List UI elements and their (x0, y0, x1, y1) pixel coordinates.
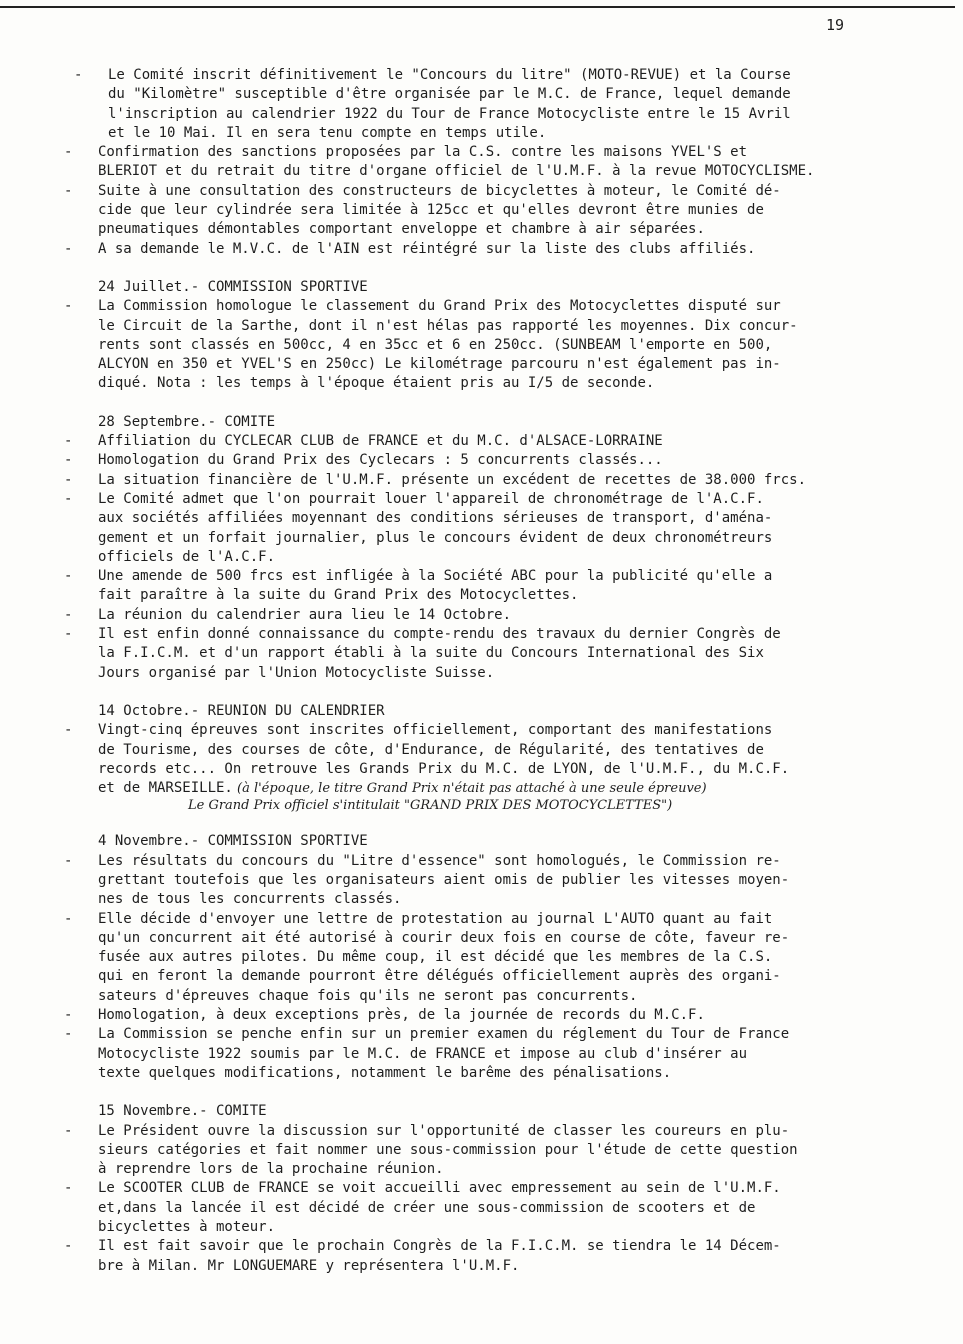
bullet-dash: - (64, 1007, 73, 1024)
bullet-dash: - (64, 182, 73, 199)
text-line: le Circuit de la Sarthe, dont il n'est hélas pas rapporté les moyennes. Dix concur- (98, 317, 798, 334)
section-heading: 15 Novembre.- COMITE (98, 1103, 267, 1120)
bullet-dash: - (64, 298, 73, 315)
text-line: nes de tous les concurrents classés. (98, 891, 402, 908)
text-line: cide que leur cylindrée sera limitée à 125cc et qu'elles devront être munies de (98, 202, 764, 219)
text-line: qui en feront la demande pourront être délégués officiellement auprès des organi- (98, 968, 781, 985)
text-line: aux sociétés affiliées moyennant des conditions sérieuses de transport, d'aména- (98, 510, 773, 527)
bullet-dash: - (64, 452, 73, 469)
list-item (64, 1025, 918, 1083)
bullet-dash: - (64, 144, 73, 161)
text-line: et le 10 Mai. Il en sera tenu compte en temps utile. (108, 124, 547, 141)
list-item (64, 471, 918, 490)
text-line: bre à Milan. Mr LONGUEMARE y représentera l'U.M.F. (98, 1257, 520, 1274)
text-line: fait paraître à la suite du Grand Prix des Motocyclettes. (98, 587, 579, 604)
page-number: 19 (826, 16, 845, 34)
text-line: Le Président ouvre la discussion sur l'opportunité de classer les coureurs en plu- (98, 1122, 790, 1139)
text-line: Le Comité inscrit définitivement le "Concours du litre" (MOTO-REVUE) et la Course (108, 67, 791, 83)
list-item (64, 1006, 918, 1025)
text-line: grettant toutefois que les organisateurs aient omis de publier les vitesses moyen- (98, 871, 790, 888)
text-line: l'inscription au calendrier 1922 du Tour de France Motocycliste entre le 15 Avril (108, 105, 791, 122)
section (64, 1102, 918, 1276)
list-item (64, 297, 918, 393)
list-item (64, 852, 918, 910)
section (64, 66, 918, 259)
text-line: bicyclettes à moteur. (98, 1219, 276, 1236)
text-line: gement et un forfait journalier, plus le concours évident de deux chronométreurs (98, 529, 773, 546)
list-item (64, 490, 918, 567)
section (64, 702, 918, 814)
bullet-dash: - (74, 67, 83, 83)
text-line: ALCYON en 350 et YVEL'S en 250cc) Le kilométrage parcouru n'est également pas in- (98, 356, 781, 373)
text-line: Il est fait savoir que le prochain Congrès de la F.I.C.M. se tiendra le 14 Décem- (98, 1238, 781, 1255)
list-item (64, 567, 918, 606)
bullet-dash: - (64, 471, 73, 488)
text-line: Motocycliste 1922 soumis par le M.C. de FRANCE et impose au club d'insérer au (98, 1045, 748, 1062)
text-line: Elle décide d'envoyer une lettre de protestation au journal L'AUTO quant au fait (98, 910, 773, 927)
bullet-dash: - (64, 1026, 73, 1043)
text-line: et,dans la lancée il est décidé de créer une sous-commission de scooters et de (98, 1199, 756, 1216)
section-heading: 14 Octobre.- REUNION DU CALENDRIER (98, 702, 385, 719)
bullet-dash: - (64, 910, 73, 927)
bullet-dash: - (64, 852, 73, 869)
text-line: Il est enfin donné connaissance du compte-rendu des travaux du dernier Congrès de (98, 626, 781, 643)
text-line: A sa demande le M.V.C. de l'AIN est réintégré sur la liste des clubs affiliés. (98, 240, 756, 257)
text-line: du "Kilomètre" susceptible d'être organisée par le M.C. de France, lequel demande (108, 86, 791, 103)
text-line: La situation financière de l'U.M.F. présente un excédent de recettes de 38.000 frcs. (98, 471, 807, 488)
list-item (64, 1237, 918, 1276)
text-line: la F.I.C.M. et d'un rapport établi à la suite du Concours International des Six (98, 645, 764, 662)
list-item (64, 625, 918, 683)
text-line: à reprendre lors de la prochaine réunion. (98, 1161, 444, 1178)
text-line: diqué. Nota : les temps à l'époque étaient pris au I/5 de seconde. (98, 375, 655, 392)
bullet-dash: - (64, 433, 73, 450)
text-line: Le Comité admet que l'on pourrait louer l'appareil de chronométrage de l'A.C.F. (98, 490, 764, 507)
text-line: Affiliation du CYCLECAR CLUB de FRANCE et du M.C. d'ALSACE-LORRAINE (98, 433, 663, 450)
bullet-dash: - (64, 1122, 73, 1139)
text-line: texte quelques modifications, notamment le barême des pénalisations. (98, 1064, 672, 1081)
text-line: Homologation, à deux exceptions près, de la journée de records du M.C.F. (98, 1007, 705, 1024)
bullet-dash: - (64, 626, 73, 643)
text-line: Les résultats du concours du "Litre d'essence" sont homologués, le Commission re- (98, 852, 781, 869)
list-item (64, 721, 918, 798)
list-item (64, 451, 918, 470)
top-rule (0, 6, 955, 8)
list-item (64, 1179, 918, 1237)
text-line: records etc... On retrouve les Grands Prix du M.C. de LYON, de l'U.M.F., du M.C.F. (98, 760, 790, 777)
text-line: BLERIOT et du retrait du titre d'organe officiel de l'U.M.F. à la revue MOTOCYCLISME. (98, 163, 815, 180)
list-item (74, 66, 918, 143)
text-line: fusée aux autres pilotes. Du même coup, il est décidé que les membres de la C.S. (98, 949, 773, 966)
text-line: Vingt-cinq épreuves sont inscrites officiellement, comportant des manifestations (98, 722, 773, 739)
text-line: officiels de l'A.C.F. (98, 548, 276, 565)
list-item (64, 1122, 918, 1180)
handwritten-note: Le Grand Prix officiel s'intitulait "GRAND PRIX DES MOTOCYCLETTES") (188, 798, 673, 814)
list-item (64, 240, 918, 259)
section-heading: 24 Juillet.- COMMISSION SPORTIVE (98, 278, 368, 295)
text-line: La Commission se penche enfin sur un premier examen du réglement du Tour de France (98, 1026, 790, 1043)
text-line: Jours organisé par l'Union Motocycliste Suisse. (98, 664, 495, 681)
document-body (64, 66, 918, 1276)
text-line: Le SCOOTER CLUB de FRANCE se voit accueilli avec empressement au sein de l'U.M.F. (98, 1180, 781, 1197)
handwritten-note: (à l'époque, le titre Grand Prix n'était pas attaché à une seule épreuve) (232, 781, 707, 797)
section (64, 832, 918, 1083)
list-item (64, 432, 918, 451)
text-line: rents sont classés en 500cc, 4 en 35cc et 6 en 250cc. (SUNBEAM l'emporte en 500, (98, 336, 773, 353)
list-item (64, 182, 918, 240)
list-item (64, 143, 918, 182)
text-line: pneumatiques démontables comportant enveloppe et chambre à air séparées. (98, 221, 705, 238)
bullet-dash: - (64, 1238, 73, 1255)
section (64, 413, 918, 683)
bullet-dash: - (64, 568, 73, 585)
text-line: et de MARSEILLE. (à l'époque, le titre Grand Prix n'était pas attaché à une seule épreuve) (98, 780, 707, 797)
bullet-dash: - (64, 490, 73, 507)
section (64, 278, 918, 394)
text-line: sieurs catégories et fait nommer une sous-commission pour l'étude de cette question (98, 1141, 798, 1158)
list-item (64, 910, 918, 1006)
bullet-dash: - (64, 240, 73, 257)
text-line: de Tourisme, des courses de côte, d'Endurance, de Régularité, des tentatives de (98, 741, 764, 758)
text-line: La Commission homologue le classement du Grand Prix des Motocyclettes disputé sur (98, 298, 781, 315)
bullet-dash: - (64, 1180, 73, 1197)
text-line: Une amende de 500 frcs est infligée à la Société ABC pour la publicité qu'elle a (98, 568, 773, 585)
text-line: La réunion du calendrier aura lieu le 14 Octobre. (98, 606, 512, 623)
list-item (64, 606, 918, 625)
section-heading: 28 Septembre.- COMITE (98, 413, 276, 430)
text-line: Homologation du Grand Prix des Cyclecars : 5 concurrents classés... (98, 452, 663, 469)
bullet-dash: - (64, 722, 73, 739)
text-line: sateurs d'épreuves chaque fois qu'ils ne seront pas concurrents. (98, 987, 638, 1004)
text-line: Suite à une consultation des constructeurs de bicyclettes à moteur, le Comité dé- (98, 182, 781, 199)
bullet-dash: - (64, 606, 73, 623)
section-heading: 4 Novembre.- COMMISSION SPORTIVE (98, 833, 368, 850)
text-line: Confirmation des sanctions proposées par la C.S. contre les maisons YVEL'S et (98, 144, 748, 161)
text-line: qu'un concurrent ait été autorisé à courir deux fois en course de côte, faveur re- (98, 929, 790, 946)
